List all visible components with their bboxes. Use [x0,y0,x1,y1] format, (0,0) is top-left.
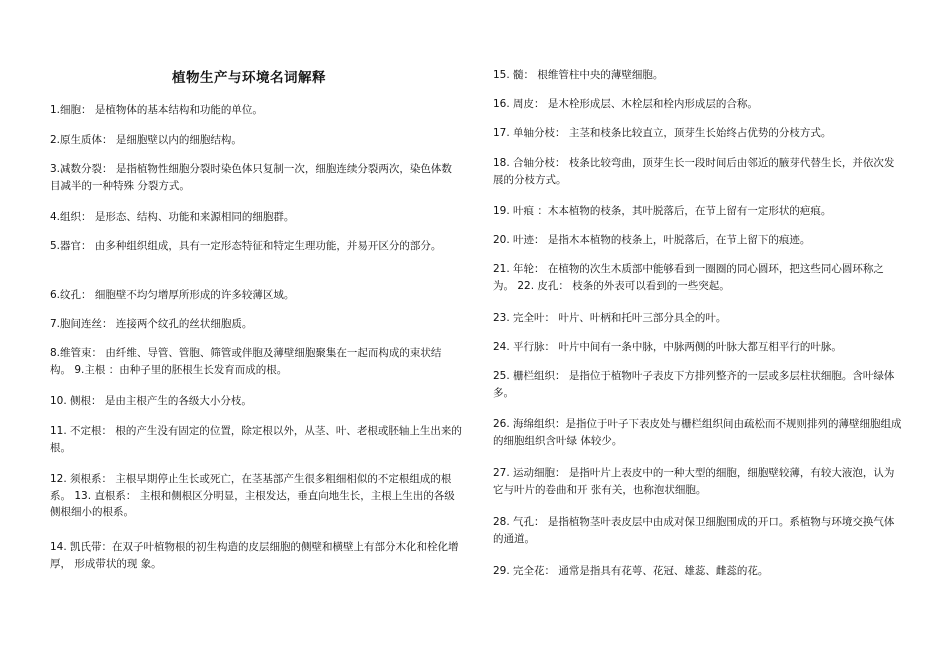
term-entry: 7.胞间连丝： 连接两个纹孔的丝状细胞质。 [50,318,253,330]
term-entry: 29. 完全花： 通常是指具有花萼、花冠、雄蕊、雌蕊的花。 [493,565,769,577]
term-entry: 27. 运动细胞： 是指叶片上表皮中的一种大型的细胞，细胞壁较薄，有较大液泡，认为它与叶片的卷曲和开 张有关，也称泡状细胞。 [493,467,895,496]
term-entry: 25. 栅栏组织： 是指位于植物叶子表皮下方排列整齐的一层或多层柱状细胞。含叶绿体多。 [493,370,895,399]
term-entry: 26. 海绵组织：是指位于叶子下表皮处与栅栏组织间由疏松而不规则排列的薄壁细胞组成的细胞组织含叶绿 体较少。 [493,418,902,447]
term-entry: 3.减数分裂： 是指植物性细胞分裂时染色体只复制一次，细胞连续分裂两次，染色体数目减半的一种特殊 分裂方式。 [50,163,452,192]
term-entry: 12. 须根系： 主根早期停止生长或死亡，在茎基部产生很多粗细相似的不定根组成的根系。 13. 直根系： 主根和侧根区分明显，主根发达，垂直向地生长，主根上生出的各级侧根细小的根系。 [50,473,455,518]
term-entry: 20. 叶迹： 是指木本植物的枝条上，叶脱落后，在节上留下的痕迹。 [493,234,811,246]
document-title: 植物生产与环境名词解释 [172,70,326,86]
term-entry: 15. 髓： 根维管柱中央的薄壁细胞。 [493,69,664,81]
term-entry: 6.纹孔： 细胞壁不均匀增厚所形成的许多较薄区域。 [50,289,295,301]
term-entry: 5.器官： 由多种组织组成，具有一定形态特征和特定生理功能，并易开区分的部分。 [50,240,442,252]
term-entry: 19. 叶痕 ：木本植物的枝条，其叶脱落后，在节上留有一定形状的疤痕。 [493,205,832,217]
term-entry: 24. 平行脉： 叶片中间有一条中脉，中脉两侧的叶脉大都互相平行的叶脉。 [493,341,842,353]
term-entry: 8.维管束： 由纤维、导管、管胞、筛管或伴胞及薄壁细胞聚集在一起而构成的束状结构。 9.主根 ：由种子里的胚根生长发育而成的根。 [50,347,442,376]
term-entry: 17. 单轴分枝： 主茎和枝条比较直立，顶芽生长始终占优势的分枝方式。 [493,127,832,139]
term-entry: 16. 周皮： 是木栓形成层、木栓层和栓内形成层的合称。 [493,98,758,110]
term-entry: 2.原生质体： 是细胞壁以内的细胞结构。 [50,134,242,146]
term-entry: 18. 合轴分枝： 枝条比较弯曲，顶芽生长一段时间后由邻近的腋芽代替生长，并依次发展的分枝方式。 [493,157,895,186]
term-entry: 4.组织： 是形态、结构、功能和来源相同的细胞群。 [50,211,295,223]
term-entry: 28. 气孔： 是指植物茎叶表皮层中由成对保卫细胞围成的开口。系植物与环境交换气体的通道。 [493,516,895,545]
term-entry: 21. 年轮： 在植物的次生木质部中能够看到一圈圈的同心圆环，把这些同心圆环称之为。 22. 皮孔： 枝条的外表可以看到的一些突起。 [493,263,884,292]
term-entry: 14. 凯氏带：在双子叶植物根的初生构造的皮层细胞的侧壁和横壁上有部分木化和栓化增厚， 形成带状的现 象。 [50,541,459,570]
term-entry: 10. 侧根： 是由主根产生的各级大小分枝。 [50,395,252,407]
term-entry: 1.细胞： 是植物体的基本结构和功能的单位。 [50,104,263,116]
term-entry: 23. 完全叶： 叶片、叶柄和托叶三部分具全的叶。 [493,312,727,324]
term-entry: 11. 不定根： 根的产生没有固定的位置，除定根以外，从茎、叶、老根或胚轴上生出来的根。 [50,425,462,454]
